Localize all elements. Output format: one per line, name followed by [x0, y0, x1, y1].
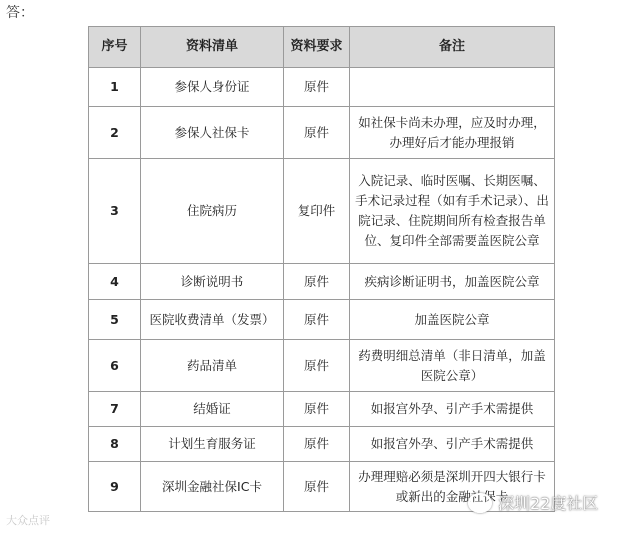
row-note: 办理理赔必须是深圳开四大银行卡或新出的金融社保卡: [350, 462, 555, 512]
document-list-table: [88, 26, 555, 512]
row-item: 住院病历: [141, 159, 284, 264]
watermark-right: [468, 491, 598, 514]
row-item: 诊断说明书: [141, 264, 284, 300]
row-note: 如报宫外孕、引产手术需提供: [350, 392, 555, 427]
header-note: 备注: [350, 27, 555, 68]
row-item: 深圳金融社保IC卡: [141, 462, 284, 512]
table-row: [89, 340, 555, 392]
table-row: [89, 392, 555, 427]
row-item: 医院收费清单（发票）: [141, 300, 284, 340]
row-note: 疾病诊断证明书，加盖医院公章: [350, 264, 555, 300]
header-requirement: 资料要求: [284, 27, 350, 68]
row-no: 9: [89, 462, 141, 512]
row-requirement: 原件: [284, 107, 350, 159]
table-row: [89, 68, 555, 107]
watermark-right-text: 深圳22度社区: [498, 494, 599, 513]
header-item: 资料清单: [141, 27, 284, 68]
row-no: 1: [89, 68, 141, 107]
row-note: 入院记录、临时医嘱、长期医嘱、手术记录过程（如有手术记录）、出院记录、住院期间所有检查报告单位、复印件全部需要盖医院公章: [350, 159, 555, 264]
row-note: 药费明细总清单（非日清单，加盖医院公章）: [350, 340, 555, 392]
row-requirement: 原件: [284, 68, 350, 107]
table-row: [89, 107, 555, 159]
watermark-left: 大众点评: [6, 514, 50, 527]
row-requirement: 复印件: [284, 159, 350, 264]
chat-bubble-icon: [468, 493, 492, 513]
row-requirement: 原件: [284, 392, 350, 427]
row-no: 4: [89, 264, 141, 300]
row-item: 药品清单: [141, 340, 284, 392]
header-no: 序号: [89, 27, 141, 68]
row-requirement: 原件: [284, 462, 350, 512]
row-note: 如社保卡尚未办理，应及时办理，办理好后才能办理报销: [350, 107, 555, 159]
row-requirement: 原件: [284, 427, 350, 462]
table-header-row: [89, 27, 555, 68]
table-row: [89, 159, 555, 264]
row-no: 6: [89, 340, 141, 392]
row-item: 参保人身份证: [141, 68, 284, 107]
row-no: 3: [89, 159, 141, 264]
row-note: [350, 68, 555, 107]
row-requirement: 原件: [284, 340, 350, 392]
table-row: [89, 264, 555, 300]
row-requirement: 原件: [284, 264, 350, 300]
row-item: 结婚证: [141, 392, 284, 427]
row-no: 2: [89, 107, 141, 159]
row-no: 5: [89, 300, 141, 340]
row-note: 加盖医院公章: [350, 300, 555, 340]
table-row: [89, 300, 555, 340]
row-no: 8: [89, 427, 141, 462]
table-row: [89, 427, 555, 462]
answer-label: 答：: [6, 5, 34, 21]
row-item: 参保人社保卡: [141, 107, 284, 159]
row-no: 7: [89, 392, 141, 427]
row-requirement: 原件: [284, 300, 350, 340]
row-note: 如报宫外孕、引产手术需提供: [350, 427, 555, 462]
row-item: 计划生育服务证: [141, 427, 284, 462]
